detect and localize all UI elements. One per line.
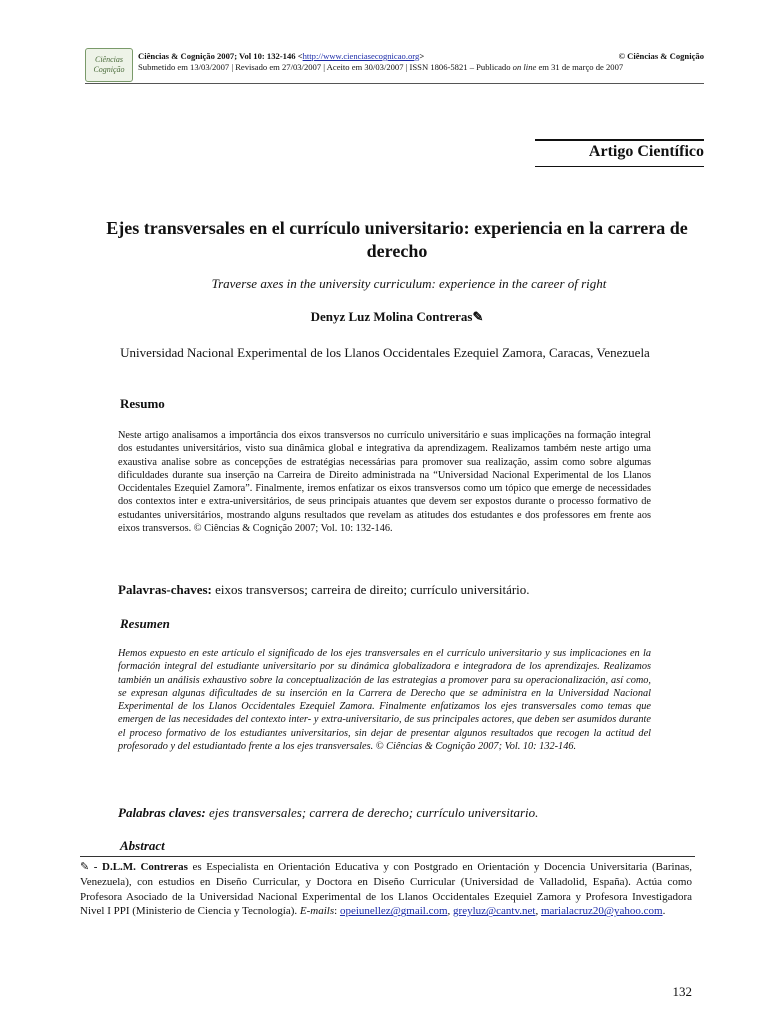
journal-url-link[interactable]: http://www.cienciasecognicao.org xyxy=(302,51,420,61)
pen-icon: ✎ xyxy=(80,861,90,873)
email-sep-1: , xyxy=(447,905,454,918)
header-citation-line xyxy=(138,51,704,61)
footnote-bio: es Especialista en Orientación Educativa y con Postgrado en Orientación y Docencia Universitaria (Barinas, Venezuela), con estudios en Diseño Curricular, y Doctora en Diseño Curricular (Universidad de Valladolid, España). Actúa como Profesora Asociado de la Universidad Nacional Experimental de los Llanos Occidentales Ezequiel Zamora y Profesora Investigadora Nivel I PPI (Ministerio de Ciencia y Tecnología). xyxy=(80,861,693,918)
footnote-end: . xyxy=(662,905,666,918)
resumo-keywords-label: Palavras-chaves: xyxy=(118,582,212,597)
article-title: Ejes transversales en el currículo universitario: experiencia en la carrera de derecho xyxy=(106,218,688,261)
header-submission-line xyxy=(138,62,704,72)
resumo-heading: Resumo xyxy=(120,396,165,411)
article-type-label: Artigo Científico xyxy=(588,143,704,160)
published-date: em 31 de março de 2007 xyxy=(536,62,624,72)
resumo-keywords-text: eixos transversos; carreira de direito; currículo universitário. xyxy=(211,582,530,597)
header-copyright: © Ciências & Cognição xyxy=(618,51,704,61)
resumen-keywords-label: Palabras claves: xyxy=(118,805,206,820)
logo-text-line2: Cognição xyxy=(93,65,125,74)
submission-dates: Submetido em 13/03/2007 | Revisado em 27/03/2007 | Aceito em 30/03/2007 | ISSN 1806-5821 – Publicado xyxy=(138,62,513,72)
email-sep-2: , xyxy=(535,905,541,918)
resumen-text: Hemos expuesto en este artículo el significado de los ejes transversales en el currículo universitario y sus implicaciones en la formación integral del estudiante universitario por su dinámica globalizadora e integradora de los aprendizajes. Realizamos también un análisis exhaustivo sobre la conceptualización de las estrategias a promover para su operacionalización, así como, se expresan algunas dificultades de su inserción en la Carrera de Derecho que se administra en la Universidad Nacional Experimental de los Llanos Occidentales Ezequiel Zamora. Finalmente enfatizamos los ejes transversales como temas que emergen de las necesidades del contexto inter- y extra-universitario, de sus principales actores, que deben ser asumidos durante el proceso formativo de los estudiantes universitarios, sin dejar de presentar algunos resultados que recogen la actitud del profesorado y del estudiantado frente a los ejes transversales. © Ciências & Cognição 2007; Vol. 10: 132-146. xyxy=(118,648,651,753)
author-name: Denyz Luz Molina Contreras xyxy=(310,309,473,324)
header-divider xyxy=(85,83,704,84)
pen-icon: ✎ xyxy=(472,309,484,324)
article-type-bottom-rule xyxy=(535,166,704,167)
author-footnote xyxy=(80,860,692,919)
email-link-2[interactable]: greyluz@cantv.net xyxy=(453,905,536,918)
abstract-heading: Abstract xyxy=(120,838,165,853)
email-link-3[interactable]: marialacruz20@yahoo.com xyxy=(540,905,663,918)
citation-close: > xyxy=(419,51,425,61)
author-line xyxy=(100,309,694,325)
email-link-1[interactable]: opeiunellez@gmail.com xyxy=(339,905,448,918)
article-type-top-rule xyxy=(535,139,704,141)
footnote-author-name: - D.L.M. Contreras xyxy=(89,861,188,873)
article-subtitle: Traverse axes in the university curriculum: experience in the career of right xyxy=(211,276,607,291)
logo-text-line1: Ciências xyxy=(95,55,123,64)
resumen-keywords-text: ejes transversales; carrera de derecho; currículo universitario. xyxy=(205,805,539,820)
citation-text: Ciências & Cognição 2007; Vol 10: 132-146 < xyxy=(138,51,303,61)
online-text: on line xyxy=(512,62,537,72)
emails-label: E-mails xyxy=(299,905,335,918)
footnote-divider xyxy=(80,856,695,857)
resumen-heading: Resumen xyxy=(120,616,170,631)
resumen-keywords xyxy=(118,805,678,821)
page-number: 132 xyxy=(672,984,692,999)
author-affiliation: Universidad Nacional Experimental de los Llanos Occidentales Ezequiel Zamora, Caracas, Venezuela xyxy=(120,345,650,360)
resumo-keywords xyxy=(118,582,678,598)
emails-colon: : xyxy=(334,905,340,918)
resumo-text: Neste artigo analisamos a importância dos eixos transversos no currículo universitário e suas implicações na formação integral dos estudantes universitários, visto sua dinâmica global e integrativa da aprendizagem. Realizamos também neste artigo uma exaustiva analise sobre as concepções de estratégias necessárias para promover sua realização, assim como sobre algumas dificuldades durante sua inserção na Carreira de Direito administrada na “Universidad Nacional Experimental de los Llanos Occidentales Ezequiel Zamora”. Finalmente, iremos enfatizar os eixos transversos como um tópico que emerge de necessidades dos contextos inter e extra-universitários, de seus principais atuantes que devem ser expostos durante o processo formativo de estudantes universitários, mostrando alguns resultados que revelam as atitudes dos estudantes e dos professores em frente aos eixos transversos. © Ciências & Cognição 2007; Vol. 10: 132-146. xyxy=(118,430,651,535)
journal-logo xyxy=(85,48,133,82)
